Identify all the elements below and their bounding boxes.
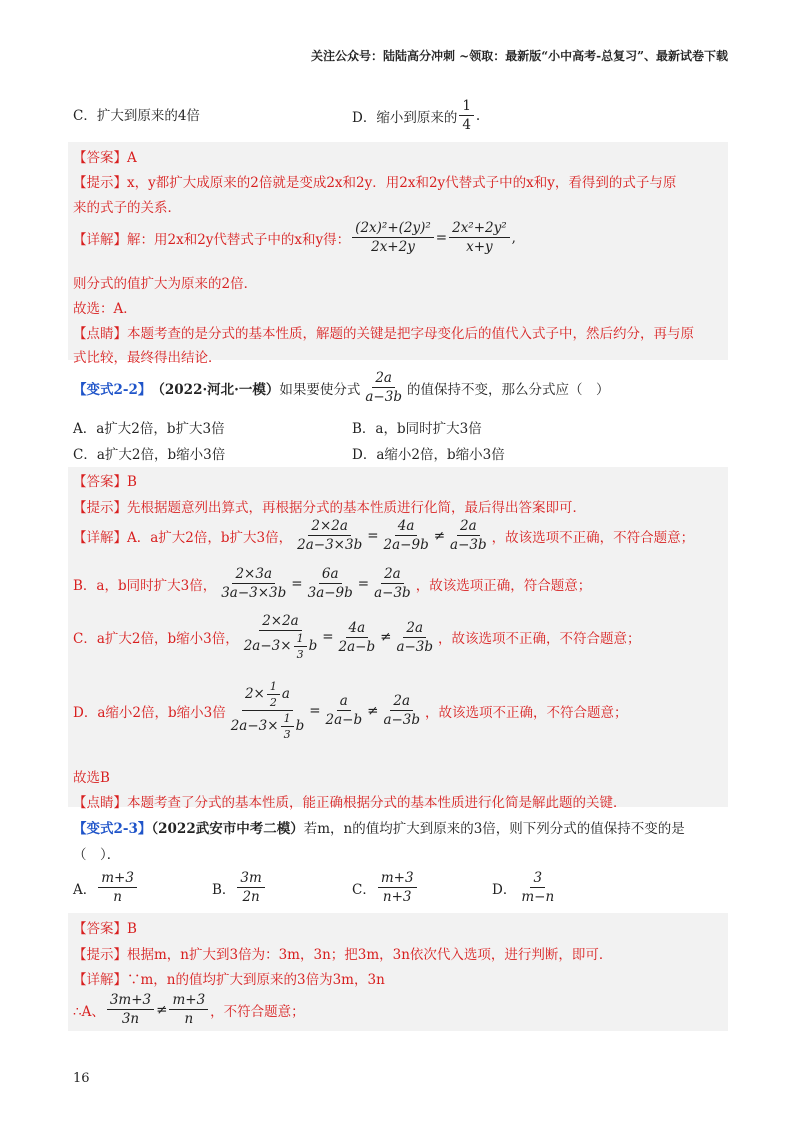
detail-3: 【详解】∵m，n的值均扩大到原来的3倍为3m，3n [73, 972, 385, 988]
detail-2-d: D．a缩小2倍，b缩小3倍 2× $\frac{1}{2}$ a 2a−3× $\frac{1}{3}$ b = $\frac{a}{2a-b}$ ≠ $\frac{2a}{a-3b}$ ，故该选项不正确，不符合题意； [73, 680, 628, 741]
hint-3: 【提示】根据m，n扩大到3倍为：3m，3n；把3m，3n依次代入选项，进行判断，即可． [73, 947, 613, 963]
detail-2-a: 【详解】A．a扩大2倍，b扩大3倍， $\frac{2\times 2a}{2a-3\times 3b}$ = $\frac{4a}{2a-9b}$ ≠ $\frac{2a}{a-3b}$ ，故该选项不正确，不符合题意； [73, 518, 695, 553]
option-2-3-c: C． $\frac{m+3}{n+3}$ [352, 870, 419, 905]
option-2-2-c: C．a扩大2倍，b缩小3倍 [73, 447, 226, 463]
note-1b: 式比较，最终得出结论． [73, 350, 222, 366]
question-2-3-bracket: （ ）． [73, 847, 121, 863]
note-1a: 【点睛】本题考查的是分式的基本性质，解题的关键是把字母变化后的值代入式子中，然后约分，再与原 [73, 326, 694, 342]
detail-1: 【详解】解：用2x和2y代替式子中的x和y得： $\frac{\text{(2x)²+(2y)²}}{2x+2y}$ = $\frac{\text{2x²+2y²}}{x+y}$ , [73, 220, 516, 255]
page-number: 16 [73, 1071, 90, 1086]
question-2-2: 【变式2-2】 （2022·河北·一模） 如果要使分式 $\frac{2a}{a-3b}$ 的值保持不变，那么分式应（ ） [73, 370, 610, 405]
fraction-one-quarter: $\frac{1}{4}$ [459, 98, 474, 133]
option-2-3-a: A． $\frac{m+3}{n}$ [73, 870, 139, 905]
question-2-3: 【变式2-3】（2022武安市中考二模）若m，n的值均扩大到原来的3倍，则下列分式的值保持不变的是 [73, 821, 685, 837]
detail-2-b: B．a，b同时扩大3倍， $\frac{2\times 3a}{3a-3\times 3b}$ = $\frac{6a}{3a-9b}$ = $\frac{2a}{a-3b}$ ，故该选项正确，符合题意； [73, 566, 592, 601]
option-2-2-d: D．a缩小2倍，b缩小3倍 [352, 447, 505, 463]
option-2-2-b: B．a，b同时扩大3倍 [352, 421, 482, 437]
option-2-3-b: B． $\frac{3m}{2n}$ [212, 870, 267, 905]
option-2-2-a: A．a扩大2倍，b扩大3倍 [73, 421, 225, 437]
page-header: 关注公众号：陆陆高分冲刺 ~领取：最新版“小中高考-总复习”、最新试卷下载 [310, 49, 728, 63]
option-d-line: D．缩小到原来的 $\frac{1}{4}$ . [352, 98, 481, 133]
detail-3-a: ∴A、 $\frac{3m+3}{3n}$ ≠ $\frac{m+3}{n}$ ，不符合题意； [73, 992, 305, 1027]
option-2-3-d: D． $\frac{3}{m-n}$ [492, 870, 555, 905]
option-c: C．扩大到原来的4倍 [73, 108, 200, 124]
detail-2-c: C．a扩大2倍，b缩小3倍， 2×2a 2a−3× $\frac{1}{3}$ b = $\frac{4a}{2a-b}$ ≠ $\frac{2a}{a-3b}$ ，故该选项不正确，不符合题意； [73, 613, 641, 661]
option-c-line [73, 104, 200, 124]
option-d: D．缩小到原来的 [352, 109, 458, 126]
answer-2: 【答案】B [73, 474, 137, 490]
choice-1: 故选：A． [73, 301, 137, 317]
answer-1: 【答案】A [73, 150, 137, 166]
choice-2: 故选B [73, 770, 110, 786]
note-2: 【点睛】本题考查了分式的基本性质，能正确根据分式的基本性质进行化简是解此题的关键． [73, 795, 627, 811]
answer-3: 【答案】B [73, 921, 137, 937]
hint-2: 【提示】先根据题意列出算式，再根据分式的基本性质进行化简，最后得出答案即可． [73, 500, 586, 516]
hint-1b: 来的式子的关系． [73, 200, 181, 216]
detail-1-conclusion: 则分式的值扩大为原来的2倍． [73, 276, 258, 292]
hint-1a: 【提示】x，y都扩大成原来的2倍就是变成2x和2y．用2x和2y代替式子中的x和y，看得到的式子与原 [73, 175, 677, 191]
